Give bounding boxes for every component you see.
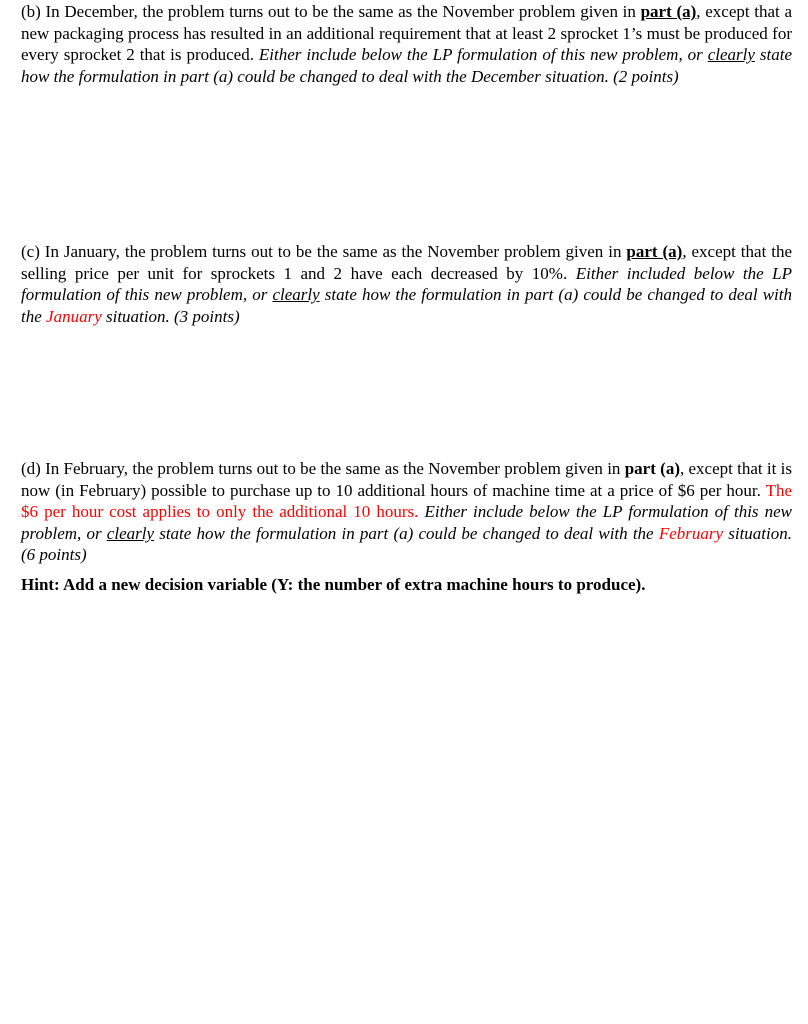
question-part-d xyxy=(21,458,792,566)
part-d-instruction-3: situation. (6 points) xyxy=(21,523,792,565)
part-d-ref-part-a: part (a) xyxy=(624,459,680,478)
part-b-text-1: (b) In December, the problem turns out to be the same as the November problem given in xyxy=(21,2,641,21)
part-b-text-2: , except that a new packaging process has resulted in an additional requirement that at least 2 sprocket 1’s must be produced for every sprocket 2 that is produced. xyxy=(21,2,793,65)
part-c-text-2: , except that the selling price per unit for sprockets 1 and 2 have each decreased by 10%. xyxy=(21,242,793,283)
question-part-c xyxy=(21,241,792,327)
part-d-month-february: February xyxy=(658,523,724,543)
part-b-instruction-2: state how the formulation in part (a) could be changed to deal with the December situation. (2 points) xyxy=(21,45,793,86)
part-c-instruction-2: state how the formulation in part (a) could be changed to deal with the xyxy=(21,285,792,326)
part-b-ref-part-a: part (a) xyxy=(640,2,697,21)
part-d-text-1: (d) In February, the problem turns out to be the same as the November problem given in xyxy=(21,459,625,478)
part-d-instruction-2: state how the formulation in part (a) could be changed to deal with the xyxy=(154,523,659,543)
part-d-instruction-1: Either include below the LP formulation of this new problem, or xyxy=(21,502,792,543)
part-d-cost-note: The $6 per hour cost applies to only the additional 10 hours. xyxy=(21,480,792,522)
part-c-month-january: January xyxy=(46,306,102,326)
part-c-clearly: clearly xyxy=(272,285,320,305)
part-b-clearly: clearly xyxy=(707,45,755,65)
part-d-text-2: , except that it is now (in February) possible to purchase up to 10 additional hours of machine time at a price of $6 per hour. xyxy=(21,459,792,500)
part-c-instruction-3: situation. (3 points) xyxy=(101,306,240,326)
part-c-ref-part-a: part (a) xyxy=(626,242,683,261)
part-d-clearly: clearly xyxy=(106,523,154,543)
part-b-instruction-1: Either include below the LP formulation of this new problem, or xyxy=(258,45,708,65)
part-c-text-1: (c) In January, the problem turns out to be the same as the November problem given in xyxy=(21,242,627,261)
hint-text: Hint: Add a new decision variable (Y: the number of extra machine hours to produce). xyxy=(21,575,646,594)
part-c-instruction-1: Either included below the LP formulation of this new problem, or xyxy=(21,263,792,305)
question-part-b xyxy=(21,1,792,87)
